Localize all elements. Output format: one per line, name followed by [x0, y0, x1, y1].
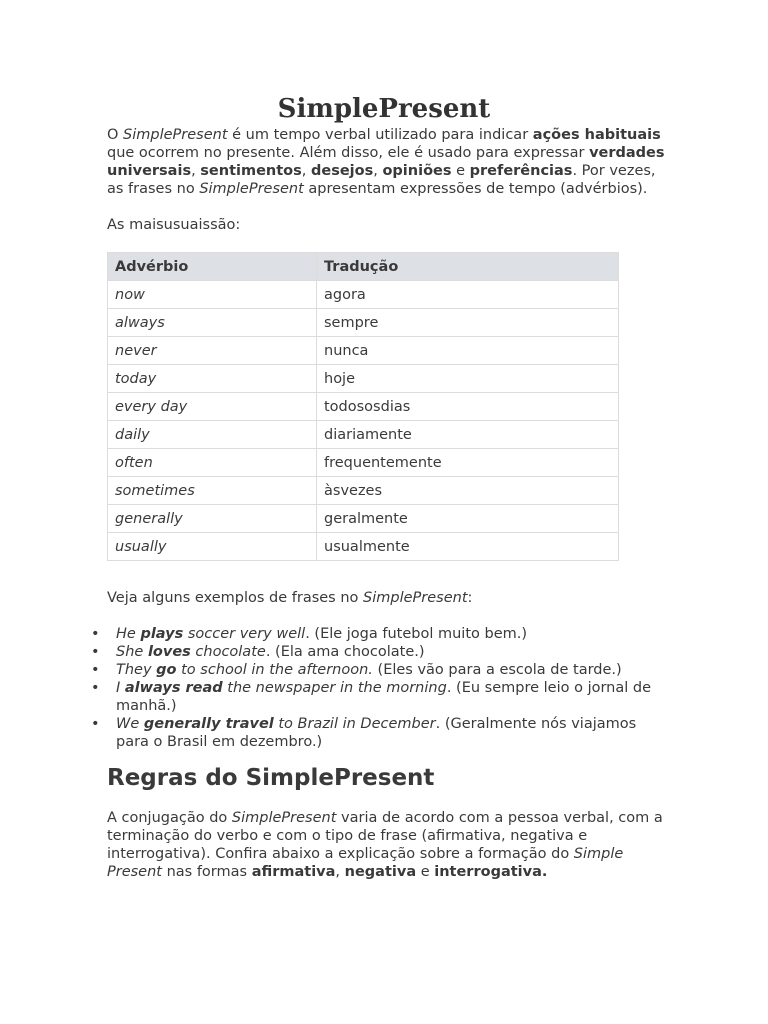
example-translation: . (Geralmente nós viajamos para o Brasil em dezembro.) [116, 716, 637, 750]
translation-cell: todososdias [317, 393, 619, 421]
adverb-cell: daily [108, 421, 317, 449]
translation-cell: diariamente [317, 421, 619, 449]
text-run: e [416, 864, 435, 880]
text-run: nas formas [161, 864, 252, 880]
translation-cell: sempre [317, 309, 619, 337]
list-item [116, 715, 667, 751]
example-verb: loves [147, 644, 191, 660]
term-simple-present: SimplePresent [231, 810, 337, 826]
table-row [108, 421, 619, 449]
text-run: , [191, 163, 201, 179]
translation-cell: hoje [317, 365, 619, 393]
adverb-cell: today [108, 365, 317, 393]
bold-negativa: negativa [344, 864, 417, 880]
list-item [116, 643, 667, 661]
text-run: Veja alguns exemplos de frases no [107, 590, 364, 606]
translation-cell: nunca [317, 337, 619, 365]
adverb-cell: often [108, 449, 317, 477]
adverb-cell: every day [108, 393, 317, 421]
table-row [108, 533, 619, 561]
text-run: . Por vezes, as frases no [107, 163, 656, 197]
table-row [108, 449, 619, 477]
example-translation: . (Eu sempre leio o jornal de manhã.) [116, 680, 652, 714]
table-row [108, 309, 619, 337]
bold-interrogativa: interrogativa. [434, 864, 548, 880]
page-title: SimplePresent [277, 94, 491, 124]
example-verb: go [156, 662, 177, 678]
bold-verdades: verdades [589, 145, 665, 161]
example-subject: He [116, 626, 141, 642]
header-traducao: Tradução [317, 253, 619, 281]
header-adverbio: Advérbio [108, 253, 317, 281]
table-row [108, 393, 619, 421]
text-run: O [107, 127, 124, 143]
bold-desejos: desejos [311, 163, 374, 179]
adverbs-table [107, 252, 619, 561]
example-subject: She [116, 644, 148, 660]
text-run: varia de acordo com a pessoa verbal, com a terminação do verbo e com o tipo de frase (afirmativa, negativa e interrogativa). Confira abaixo a explicação sobre a formação do [107, 810, 663, 862]
table-header-row [108, 253, 619, 281]
bold-sentimentos: sentimentos [200, 163, 302, 179]
examples-lead [107, 589, 667, 607]
example-rest: soccer very well [183, 626, 306, 642]
term-simple-present: SimplePresent [123, 127, 228, 143]
example-translation: . (Ela ama chocolate.) [265, 644, 425, 660]
text-run: é um tempo verbal utilizado para indicar [227, 127, 533, 143]
adverb-cell: always [108, 309, 317, 337]
translation-cell: usualmente [317, 533, 619, 561]
term-simple-present: SimplePresent [199, 181, 304, 197]
table-row [108, 337, 619, 365]
text-run: , [301, 163, 311, 179]
example-subject: I [116, 680, 125, 696]
example-translation: (Eles vão para a escola de tarde.) [372, 662, 622, 678]
intro-paragraph [107, 126, 667, 198]
table-row [108, 281, 619, 309]
rules-paragraph [107, 809, 667, 881]
bold-preferencias: preferências [469, 163, 573, 179]
example-rest: chocolate [190, 644, 266, 660]
text-run: A conjugação do [107, 810, 232, 826]
bold-opinioes: opiniões [382, 163, 452, 179]
adverb-cell: never [108, 337, 317, 365]
bold-universais: universais [107, 163, 192, 179]
example-translation: . (Ele joga futebol muito bem.) [305, 626, 528, 642]
term-simple-present: SimplePresent [363, 590, 468, 606]
adverbs-lead: As maisusuaissão: [107, 217, 241, 233]
list-item [116, 625, 667, 643]
example-verb: generally travel [143, 716, 274, 732]
example-subject: They [116, 662, 157, 678]
example-verb: plays [140, 626, 184, 642]
table-row [108, 477, 619, 505]
example-rest: the newspaper in the morning [222, 680, 447, 696]
translation-cell: agora [317, 281, 619, 309]
examples-list [107, 625, 667, 751]
text-run: e [451, 163, 470, 179]
text-run: : [467, 590, 473, 606]
example-rest: to school in the afternoon. [176, 662, 373, 678]
translation-cell: geralmente [317, 505, 619, 533]
section-heading: Regras do SimplePresent [107, 765, 435, 791]
adverb-cell: usually [108, 533, 317, 561]
table-row [108, 365, 619, 393]
term-simple-present: Simple Present [107, 846, 624, 880]
text-run: apresentam expressões de tempo (advérbios). [303, 181, 648, 197]
adverb-cell: now [108, 281, 317, 309]
example-subject: We [116, 716, 144, 732]
translation-cell: àsvezes [317, 477, 619, 505]
text-run: , [335, 864, 345, 880]
example-verb: always read [124, 680, 223, 696]
text-run: , [373, 163, 383, 179]
text-run: que ocorrem no presente. Além disso, ele é usado para expressar [107, 145, 590, 161]
list-item [116, 661, 667, 679]
list-item [116, 679, 667, 715]
table-row [108, 505, 619, 533]
adverb-cell: sometimes [108, 477, 317, 505]
bold-acoes-habituais: ações habituais [532, 127, 661, 143]
article-content [107, 126, 667, 881]
translation-cell: frequentemente [317, 449, 619, 477]
bold-afirmativa: afirmativa [251, 864, 336, 880]
example-rest: to Brazil in December [273, 716, 436, 732]
adverb-cell: generally [108, 505, 317, 533]
